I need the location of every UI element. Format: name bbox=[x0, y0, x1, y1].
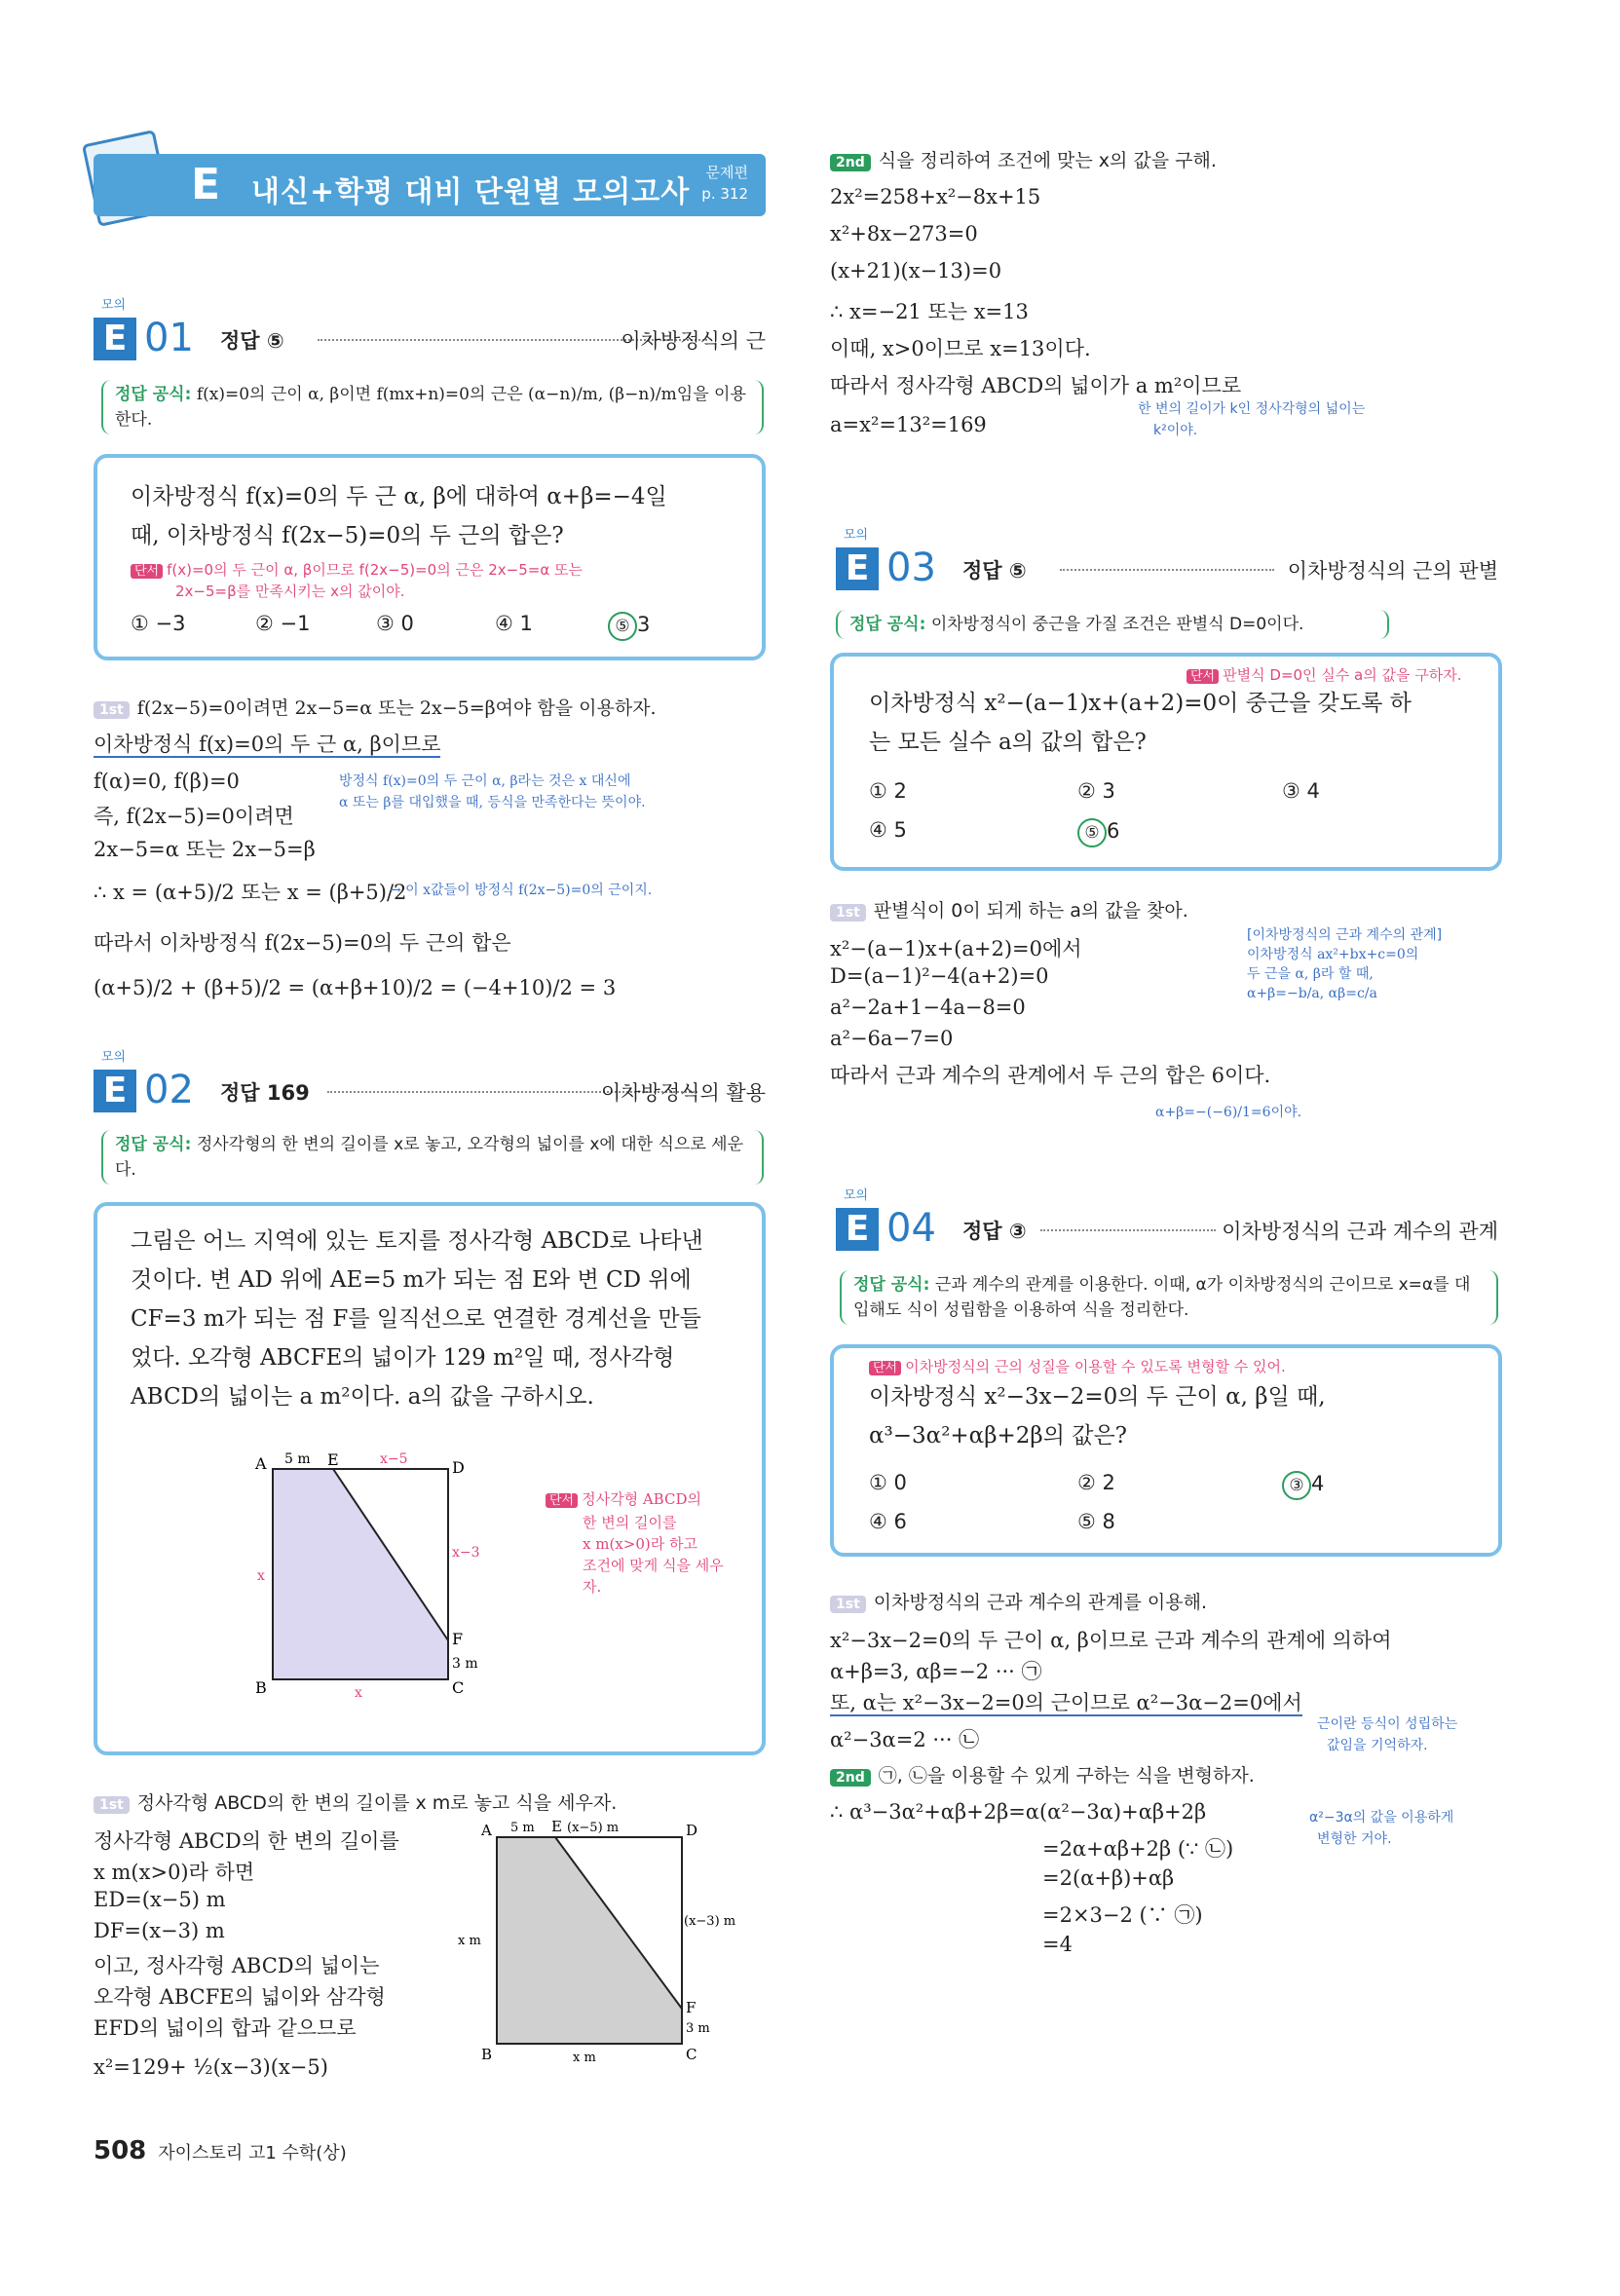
p02-question-box: 그림은 어느 지역에 있는 토지를 정사각형 ABCD로 나타낸 것이다. 변 AD 위에 AE=5 m가 되는 점 E와 변 CD 위에 CF=3 m가 되는 점 F를 일직선으로 연결한 경계선을 만들 었다. 오각형 ABCFE의 넓이가 129 m²일 때, 정사각형 ABCD의 넓이는 a m²이다. a의 값을 구하시오. A B C D E F 5 m x−5 x−3 3 m x x 단서 정사각형 ABCD의 한 변의 길이를 x m(x>0)라 하고 조건에 맞게 식을 세우 자. bbox=[94, 1202, 766, 1755]
svg-text:x m: x m bbox=[573, 2051, 596, 2065]
section-banner bbox=[94, 154, 766, 216]
problem-01-header: 모의 E 01 정답 ⑤ 이차방정식의 근 bbox=[94, 318, 766, 366]
banner-letter: E bbox=[191, 160, 221, 209]
svg-text:A: A bbox=[481, 1822, 492, 1839]
p03-side-note: [이차방정식의 근과 계수의 관계] 이차방정식 ax²+bx+c=0의 두 근을 α, β라 할 때, α+β=−b/a, αβ=c/a bbox=[1247, 927, 1443, 1001]
p02-step2: 2nd 식을 정리하여 조건에 맞는 x의 값을 구해. bbox=[830, 146, 1217, 172]
p03-step1: 1st 판별식이 0이 되게 하는 a의 값을 찾아. bbox=[830, 896, 1188, 922]
p02-step1: 1st 정사각형 ABCD의 한 변의 길이를 x m로 놓고 식을 세우자. bbox=[94, 1788, 617, 1815]
banner-title: 내신+학평 대비 단원별 모의고사 bbox=[251, 175, 691, 209]
p04-step2: 2nd ㉠, ㉡을 이용할 수 있게 구하는 식을 변형하자. bbox=[830, 1761, 1255, 1788]
p02-figure bbox=[253, 1449, 487, 1703]
p01-step1: 1st f(2x−5)=0이려면 2x−5=α 또는 2x−5=β여야 함을 이용하자. bbox=[94, 694, 657, 720]
p01-answer-choice: ⑤ 3 bbox=[608, 612, 650, 641]
svg-text:(x−3) m: (x−3) m bbox=[684, 1914, 736, 1929]
svg-text:5 m: 5 m bbox=[510, 1821, 535, 1835]
svg-text:3 m: 3 m bbox=[452, 1656, 478, 1672]
svg-text:A: A bbox=[255, 1454, 267, 1473]
problem-02-header: 모의 E 02 정답 169 이차방정식의 활용 bbox=[94, 1070, 766, 1118]
svg-text:5 m: 5 m bbox=[284, 1451, 311, 1467]
problem-04-header: 모의 E 04 정답 ③ 이차방정식의 근과 계수의 관계 bbox=[836, 1208, 1498, 1257]
svg-text:x m: x m bbox=[458, 1934, 481, 1948]
svg-text:D: D bbox=[686, 1822, 698, 1839]
p03-question-box: 단서 판별식 D=0인 실수 a의 값을 구하자. 이차방정식 x²−(a−1)x+(a+2)=0이 중근을 갖도록 하 는 모든 실수 a의 값의 합은? ① 2 ② 3 ③ 4 ④ 5 ⑤ 6 bbox=[830, 653, 1502, 871]
p02-formula: 정답 공식: 정사각형의 한 변의 길이를 x로 놓고, 오각형의 넓이를 x에 대한 식으로 세운다. bbox=[101, 1130, 764, 1185]
svg-text:x−5: x−5 bbox=[380, 1451, 408, 1467]
svg-text:x: x bbox=[355, 1685, 362, 1701]
p04-question-box: 단서 이차방정식의 근의 성질을 이용할 수 있도록 변형할 수 있어. 이차방정식 x²−3x−2=0의 두 근이 α, β일 때, α³−3α²+αβ+2β의 값은? ① 0 ② 2 ③ 4 ④ 6 ⑤ 8 bbox=[830, 1344, 1502, 1557]
svg-text:(x−5) m: (x−5) m bbox=[567, 1821, 620, 1835]
svg-text:C: C bbox=[686, 2046, 697, 2063]
svg-text:F: F bbox=[686, 1999, 697, 2016]
p03-formula: 정답 공식: 이차방정식이 중근을 가질 조건은 판별식 D=0이다. bbox=[836, 610, 1389, 639]
page-footer: 508 자이스토리 고1 수학(상) bbox=[94, 2136, 347, 2165]
p02-solution-figure bbox=[458, 1818, 750, 2071]
svg-text:x: x bbox=[257, 1568, 265, 1584]
svg-text:3 m: 3 m bbox=[686, 2021, 710, 2036]
svg-text:F: F bbox=[452, 1630, 464, 1648]
svg-text:E: E bbox=[327, 1450, 339, 1469]
banner-ref: 문제편 p. 312 bbox=[701, 164, 748, 203]
svg-text:B: B bbox=[481, 2046, 493, 2063]
svg-text:x−3: x−3 bbox=[452, 1545, 480, 1561]
svg-text:E: E bbox=[551, 1818, 562, 1835]
p01-formula: 정답 공식: f(x)=0의 근이 α, β이면 f(mx+n)=0의 근은 (α−n)/m, (β−n)/m임을 이용한다. bbox=[101, 380, 764, 434]
problem-03-header: 모의 E 03 정답 ⑤ 이차방정식의 근의 판별 bbox=[836, 547, 1498, 596]
p02-hint: 단서 정사각형 ABCD의 한 변의 길이를 x m(x>0)라 하고 조건에 맞게 식을 세우 자. bbox=[546, 1488, 740, 1598]
svg-text:D: D bbox=[452, 1458, 465, 1477]
p03-answer-choice: ⑤ 6 bbox=[1077, 818, 1119, 847]
p04-formula: 정답 공식: 근과 계수의 관계를 이용한다. 이때, α가 이차방정식의 근이므로 x=α를 대입해도 식이 성립함을 이용하여 식을 정리한다. bbox=[840, 1270, 1498, 1325]
p01-question-box: 이차방정식 f(x)=0의 두 근 α, β에 대하여 α+β=−4일 때, 이차방정식 f(2x−5)=0의 두 근의 합은? 단서 f(x)=0의 두 근이 α, β이므로 f(2x−5)=0의 근은 2x−5=α 또는 2x−5=β를 만족시키는 x의 값이야. ① −3 ② −1 ③ 0 ④ 1 ⑤ 3 bbox=[94, 454, 766, 660]
p04-step1: 1st 이차방정식의 근과 계수의 관계를 이용해. bbox=[830, 1588, 1207, 1614]
p04-answer-choice: ③ 4 bbox=[1282, 1471, 1324, 1500]
svg-text:B: B bbox=[255, 1678, 267, 1697]
svg-text:C: C bbox=[452, 1678, 465, 1697]
